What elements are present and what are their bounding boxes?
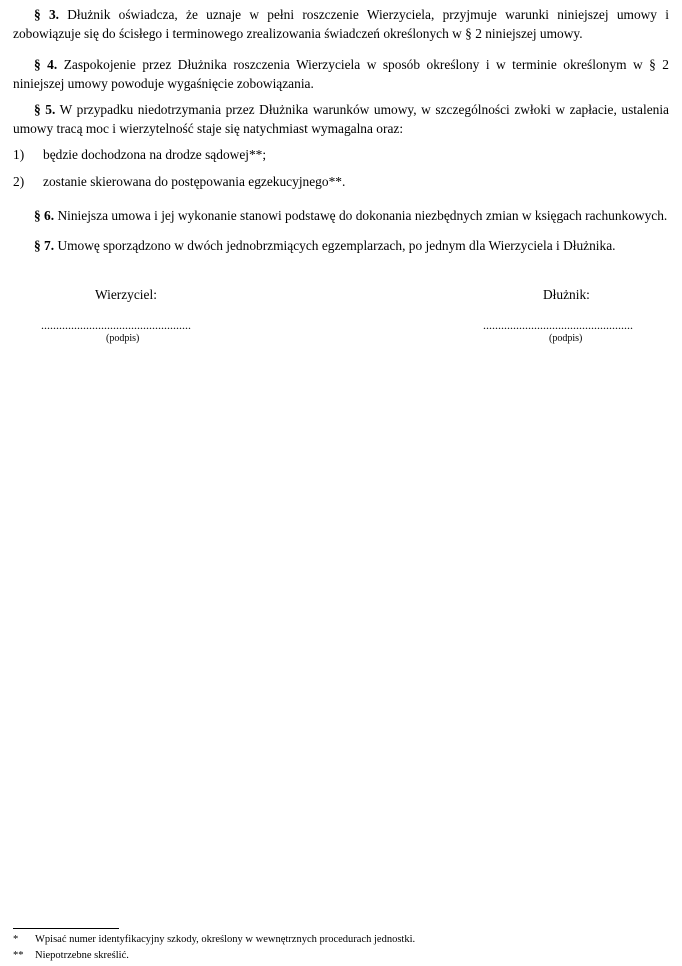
- paragraph-6: [13, 206, 669, 225]
- footnote-mark: **: [13, 950, 24, 961]
- list-item-number: 1): [13, 147, 25, 162]
- creditor-signature-caption: (podpis): [106, 333, 140, 344]
- list-item-text: zostanie skierowana do postępowania egzekucyjnego**.: [43, 174, 346, 189]
- paragraph-5-heading: § 5.: [34, 102, 56, 117]
- paragraph-7-heading: § 7.: [34, 238, 55, 253]
- paragraph-4-heading: § 4.: [34, 57, 58, 72]
- footnote: [13, 949, 129, 963]
- creditor-signature-line: ..................................................: [41, 318, 191, 332]
- paragraph-7-text: Umowę sporządzono w dwóch jednobrzmiących egzemplarzach, po jednym dla Wierzyciela i Dłużnika.: [54, 238, 616, 253]
- debtor-signature-caption: (podpis): [549, 333, 583, 344]
- debtor-label: Dłużnik:: [543, 287, 590, 302]
- paragraph-4-text: Zaspokojenie przez Dłużnika roszczenia Wierzyciela w sposób określony i w terminie określonym w § 2 niniejszej umowy powoduje wygaśnięcie zobowiązania.: [13, 57, 669, 91]
- paragraph-6-text: Niniejsza umowa i jej wykonanie stanowi podstawę do dokonania niezbędnych zmian w księgach rachunkowych.: [54, 208, 668, 223]
- paragraph-7: [13, 236, 669, 255]
- footnote-text: Wpisać numer identyfikacyjny szkody, określony w wewnętrznych procedurach jednostki.: [35, 934, 416, 945]
- paragraph-5: [13, 100, 669, 138]
- list-item-number: 2): [13, 174, 25, 189]
- footnote-separator: [13, 928, 119, 929]
- paragraph-6-heading: § 6.: [34, 208, 55, 223]
- footnote: [13, 933, 415, 947]
- paragraph-3-heading: § 3.: [34, 7, 59, 22]
- debtor-signature-line: ..................................................: [483, 318, 633, 332]
- paragraph-3-text: Dłużnik oświadcza, że uznaje w pełni roszczenie Wierzyciela, przyjmuje warunki niniejszej umowy i zobowiązuje się do ścisłego i terminowego zrealizowania świadczeń określonych w § 2 niniejszej umowy.: [13, 7, 669, 41]
- list-item-text: będzie dochodzona na drodze sądowej**;: [43, 147, 267, 162]
- paragraph-4: [13, 55, 669, 93]
- paragraph-5-text: W przypadku niedotrzymania przez Dłużnika warunków umowy, w szczególności zwłoki w zapłacie, ustalenia umowy tracą moc i wierzytelność staje się natychmiast wymagalna oraz:: [13, 102, 669, 136]
- creditor-label: Wierzyciel:: [95, 287, 157, 302]
- footnote-mark: *: [13, 934, 19, 945]
- footnote-text: Niepotrzebne skreślić.: [35, 950, 129, 961]
- paragraph-3: [13, 5, 669, 43]
